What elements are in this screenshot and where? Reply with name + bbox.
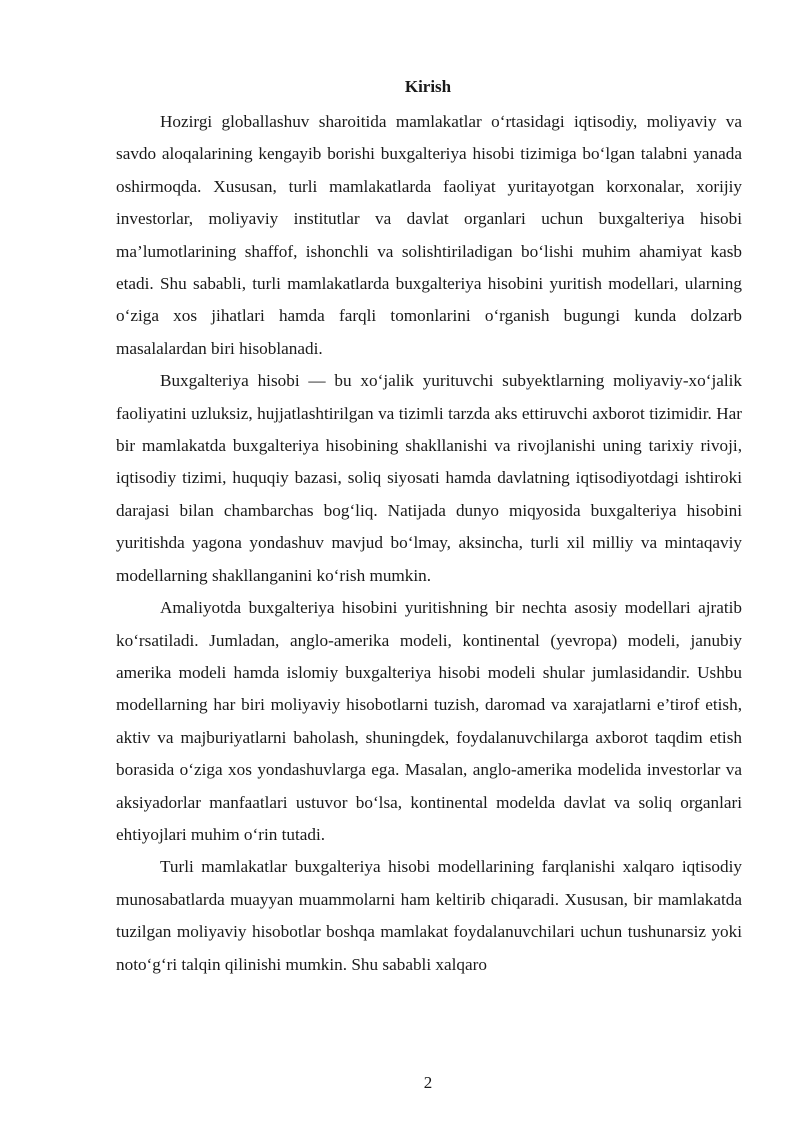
paragraph-1: Hozirgi globallashuv sharoitida mamlakatlar o‘rtasidagi iqtisodiy, moliyaviy va savdo aloqalarining kengayib borishi buxgalteriya hisobi tizimiga bo‘lgan talabni yanada oshirmoqda. Xususan, turli mamlakatlarda faoliyat yuritayotgan korxonalar, xorijiy investorlar, moliyaviy institutlar va davlat organlari uchun buxgalteriya hisobi ma’lumotlarining shaffof, ishonchli va solishtiriladigan bo‘lishi muhim ahamiyat kasb etadi. Shu sababli, turli mamlakatlarda buxgalteriya hisobini yuritish modellari, ularning o‘ziga xos jihatlari hamda farqli tomonlarini o‘rganish bugungi kunda dolzarb masalalardan biri hisoblanadi. [116,112,742,358]
paragraph-4: Turli mamlakatlar buxgalteriya hisobi modellarining farqlanishi xalqaro iqtisodiy munosabatlarda muayyan muammolarni ham keltirib chiqaradi. Xususan, bir mamlakatda tuzilgan moliyaviy hisobotlar boshqa mamlakat foydalanuvchilari uchun tushunarsiz yoki noto‘g‘ri talqin qilinishi mumkin. Shu sababli xalqaro [116,857,742,974]
paragraph-3: Amaliyotda buxgalteriya hisobini yuritishning bir nechta asosiy modellari ajratib ko‘rsatiladi. Jumladan, anglo-amerika modeli, kontinental (yevropa) modeli, janubiy amerika modeli hamda islomiy buxgalteriya hisobi modeli shular jumlasidandir. Ushbu modellarning har biri moliyaviy hisobotlarni tuzish, daromad va xarajatlarni e’tirof etish, aktiv va majburiyatlarni baholash, shuningdek, foydalanuvchilarga axborot taqdim etish borasida o‘ziga xos yondashuvlarga ega. Masalan, anglo-amerika modelida investorlar va aksiyadorlar manfaatlari ustuvor bo‘lsa, kontinental modelda davlat va soliq organlari ehtiyojlari muhim o‘rin tutadi. [116,598,742,844]
paragraph-2: Buxgalteriya hisobi — bu xo‘jalik yurituvchi subyektlarning moliyaviy-xo‘jalik faoliyatini uzluksiz, hujjatlashtirilgan va tizimli tarzda aks ettiruvchi axborot tizimidir. Har bir mamlakatda buxgalteriya hisobining shakllanishi va rivojlanishi uning tarixiy rivoji, iqtisodiy tizimi, huquqiy bazasi, soliq siyosati hamda davlatning iqtisodiyotdagi ishtiroki darajasi bilan chambarchas bog‘liq. Natijada dunyo miqyosida buxgalteriya hisobini yuritishda yagona yondashuv mavjud bo‘lmay, aksincha, turli xil milliy va mintaqaviy modellarning shakllanganini ko‘rish mumkin. [116,371,742,585]
body-text [116,106,742,981]
page-number: 2 [423,1073,433,1092]
section-title: Kirish [404,77,452,96]
